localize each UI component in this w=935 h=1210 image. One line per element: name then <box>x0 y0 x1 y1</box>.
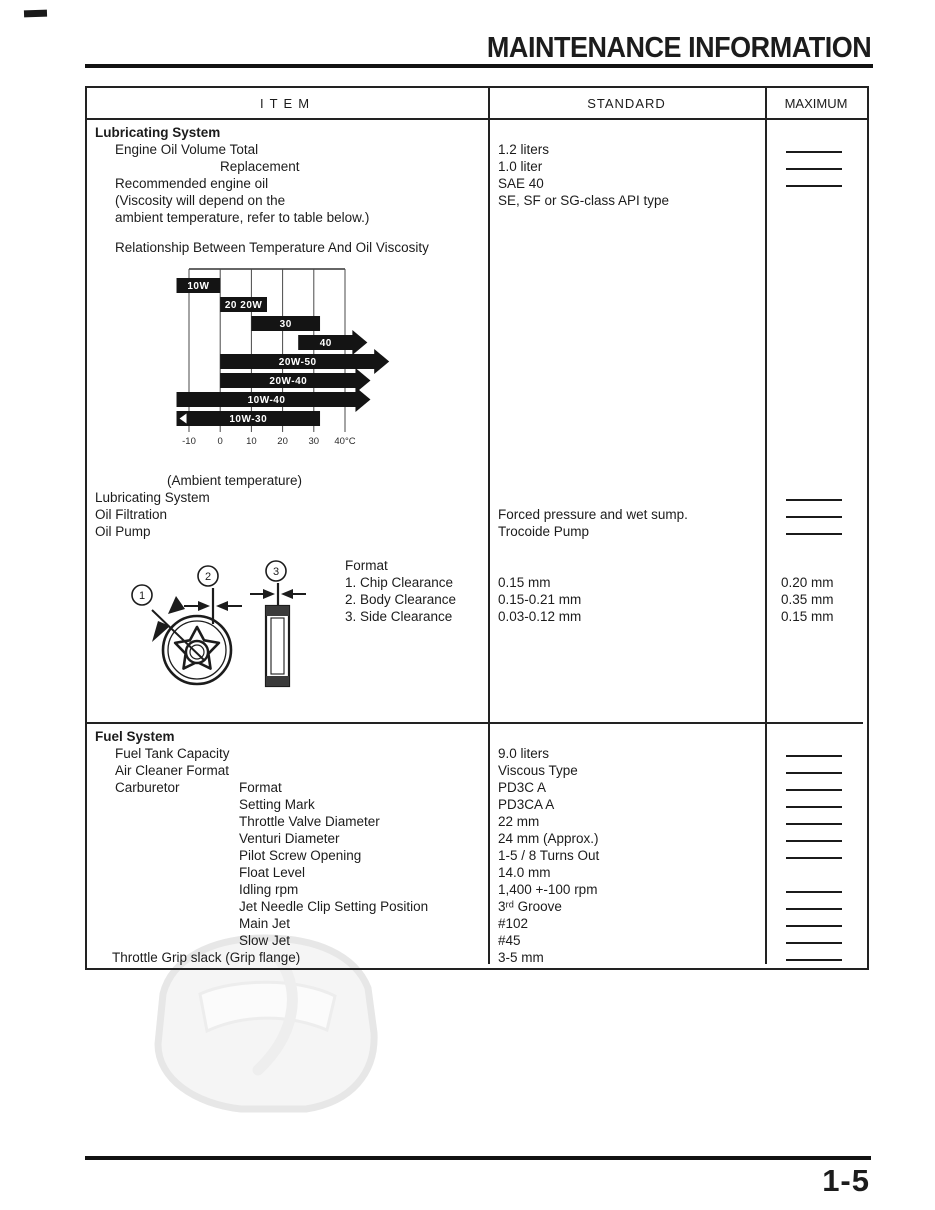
page-title: MAINTENANCE INFORMATION <box>486 32 871 64</box>
table-row <box>87 949 863 966</box>
item-label: Format <box>345 558 388 573</box>
item-cell <box>87 728 488 745</box>
standard-value: PD3C A <box>498 780 547 795</box>
standard-value: 9.0 liters <box>498 746 550 761</box>
table-row <box>87 762 863 779</box>
item-label <box>87 899 115 914</box>
maximum-value <box>765 745 863 762</box>
maximum-value <box>765 847 863 864</box>
bar-label: 10W-30 <box>229 414 268 425</box>
item-sublabel: Venturi Diameter <box>239 831 340 846</box>
viscosity-chart-svg <box>162 264 397 456</box>
maximum-value: 0.15 mm <box>781 609 834 624</box>
oil-pump-diagram <box>112 558 317 700</box>
tick-label: 0 <box>217 436 223 447</box>
tick-label: 10 <box>246 436 257 447</box>
callout-3: 3 <box>272 566 280 578</box>
item-cell <box>87 779 488 796</box>
maintenance-table <box>85 86 869 970</box>
maximum-value <box>765 779 863 796</box>
table-row <box>87 745 863 762</box>
standard-value: #45 <box>498 933 521 948</box>
blank-dash <box>786 772 842 774</box>
item-label: (Viscosity will depend on the <box>115 193 286 208</box>
item-label: Fuel System <box>95 729 175 744</box>
header-rule <box>85 64 873 68</box>
item-cell <box>87 915 488 932</box>
item-label <box>87 882 115 897</box>
standard-value: 0.03-0.12 mm <box>498 609 582 624</box>
standard-value: SE, SF or SG-class API type <box>498 193 670 208</box>
item-label: Replacement <box>220 159 300 174</box>
tick-label: 40°C <box>334 436 356 447</box>
standard-value: 0.15-0.21 mm <box>498 592 582 607</box>
maximum-value <box>765 881 863 898</box>
item-cell <box>87 864 488 881</box>
table-row <box>87 779 863 796</box>
maximum-value: 0.35 mm <box>781 592 834 607</box>
bar-label: 20 20W <box>224 300 263 311</box>
standard-value: Viscous Type <box>498 763 578 778</box>
table-row <box>87 813 863 830</box>
maximum-value: 0.20 mm <box>781 575 834 590</box>
bar-label: 10W <box>187 281 210 292</box>
table-row <box>87 830 863 847</box>
blank-dash <box>786 789 842 791</box>
item-cell <box>87 881 488 898</box>
item-cell <box>87 813 488 830</box>
standard-value: 1.0 liter <box>498 159 543 174</box>
standard-value: 1.2 liters <box>498 142 550 157</box>
bar-label: 10W-40 <box>247 395 286 406</box>
standard-value: Forced pressure and wet sump. <box>498 507 688 522</box>
blank-dash <box>786 908 842 910</box>
maximum-value <box>765 796 863 813</box>
table-row <box>87 864 863 881</box>
item-label <box>87 916 115 931</box>
item-label: Oil Filtration <box>95 507 168 522</box>
blank-dash <box>786 857 842 859</box>
item-sublabel: Main Jet <box>239 916 291 931</box>
standard-value: PD3CA A <box>498 797 555 812</box>
item-label: Throttle Grip slack (Grip flange) <box>112 950 301 965</box>
standard-value: 24 mm (Approx.) <box>498 831 599 846</box>
item-label <box>87 933 115 948</box>
blank-dash <box>786 959 842 961</box>
maximum-value <box>765 898 863 915</box>
standard-value: SAE 40 <box>498 176 544 191</box>
item-cell <box>87 762 488 779</box>
item-label: 2. Body Clearance <box>345 592 457 607</box>
item-sublabel: Pilot Screw Opening <box>239 848 362 863</box>
standard-value: Trocoide Pump <box>498 524 590 539</box>
table-row <box>87 847 863 864</box>
blank-dash <box>786 806 842 808</box>
table-row <box>87 898 863 915</box>
item-label: Lubricating System <box>95 490 210 505</box>
item-cell <box>87 745 488 762</box>
viscosity-chart <box>162 264 397 456</box>
item-label: Recommended engine oil <box>115 176 269 191</box>
blank-dash <box>786 891 842 893</box>
item-sublabel: Slow Jet <box>239 933 291 948</box>
standard-value: 1-5 / 8 Turns Out <box>498 848 600 863</box>
bar-label: 20W-50 <box>278 357 317 368</box>
bar-label: 30 <box>279 319 292 330</box>
maximum-value <box>765 864 863 881</box>
item-label <box>87 831 115 846</box>
maximum-value <box>765 949 863 966</box>
item-sublabel: Idling rpm <box>239 882 299 897</box>
item-label <box>87 865 115 880</box>
oil-pump-figure-icon <box>112 558 317 700</box>
item-label: Engine Oil Volume Total <box>115 142 259 157</box>
standard-value: 3-5 mm <box>498 950 544 965</box>
column-header-item: ITEM <box>259 95 316 111</box>
table-row <box>87 915 863 932</box>
item-sublabel: Throttle Valve Diameter <box>239 814 380 829</box>
maximum-value <box>765 932 863 949</box>
footer-rule <box>85 1156 871 1160</box>
scan-artifact <box>24 10 47 18</box>
tick-label: -10 <box>182 436 196 447</box>
item-cell <box>87 796 488 813</box>
bar-arrowhead <box>352 330 367 355</box>
item-label: Oil Pump <box>95 524 151 539</box>
item-label: 1. Chip Clearance <box>345 575 454 590</box>
tick-label: 20 <box>277 436 288 447</box>
table-row <box>87 881 863 898</box>
fuel-section <box>87 88 863 964</box>
item-label: ambient temperature, refer to table below.) <box>115 210 370 225</box>
item-cell <box>87 898 488 915</box>
blank-dash <box>786 840 842 842</box>
item-sublabel: Format <box>239 780 282 795</box>
column-header-maximum: MAXIMUM <box>784 95 848 111</box>
callout-2: 2 <box>204 571 212 583</box>
item-label: Carburetor <box>115 780 180 795</box>
item-sublabel: Jet Needle Clip Setting Position <box>239 899 429 914</box>
item-sublabel: Float Level <box>239 865 306 880</box>
bar-label: 20W-40 <box>269 376 308 387</box>
callout-1: 1 <box>138 590 146 602</box>
standard-value <box>488 728 765 745</box>
item-label: Relationship Between Temperature And Oil Viscosity <box>115 240 429 255</box>
column-header-standard: STANDARD <box>587 95 666 111</box>
blank-dash <box>786 942 842 944</box>
standard-value: 14.0 mm <box>498 865 551 880</box>
standard-value: 3ʳᵈ Groove <box>498 899 562 914</box>
maximum-value <box>765 813 863 830</box>
maximum-value <box>765 915 863 932</box>
item-cell <box>87 932 488 949</box>
page-number: 1-5 <box>822 1163 870 1198</box>
item-label: Air Cleaner Format <box>115 763 230 778</box>
item-label: Lubricating System <box>95 125 221 140</box>
item-cell <box>87 949 488 966</box>
bar-arrowhead <box>355 387 370 412</box>
blank-dash <box>786 823 842 825</box>
maximum-value <box>765 830 863 847</box>
blank-dash <box>786 755 842 757</box>
item-label: Fuel Tank Capacity <box>115 746 230 761</box>
tick-label: 30 <box>308 436 320 447</box>
bar-label: 40 <box>319 338 332 349</box>
item-label <box>87 814 115 829</box>
maximum-value <box>765 728 863 745</box>
standard-value: 1,400 +-100 rpm <box>498 882 598 897</box>
standard-value: #102 <box>498 916 529 931</box>
bar-arrowhead <box>374 349 389 374</box>
maximum-value <box>765 762 863 779</box>
table-row <box>87 728 863 745</box>
item-sublabel: Setting Mark <box>239 797 315 812</box>
table-row <box>87 932 863 949</box>
item-cell <box>87 847 488 864</box>
item-label: 3. Side Clearance <box>345 609 453 624</box>
item-cell <box>87 830 488 847</box>
blank-dash <box>786 925 842 927</box>
standard-value: 0.15 mm <box>498 575 551 590</box>
table-row <box>87 796 863 813</box>
standard-value: 22 mm <box>498 814 540 829</box>
item-label: (Ambient temperature) <box>167 473 303 488</box>
item-label <box>87 797 115 812</box>
item-label <box>87 848 115 863</box>
